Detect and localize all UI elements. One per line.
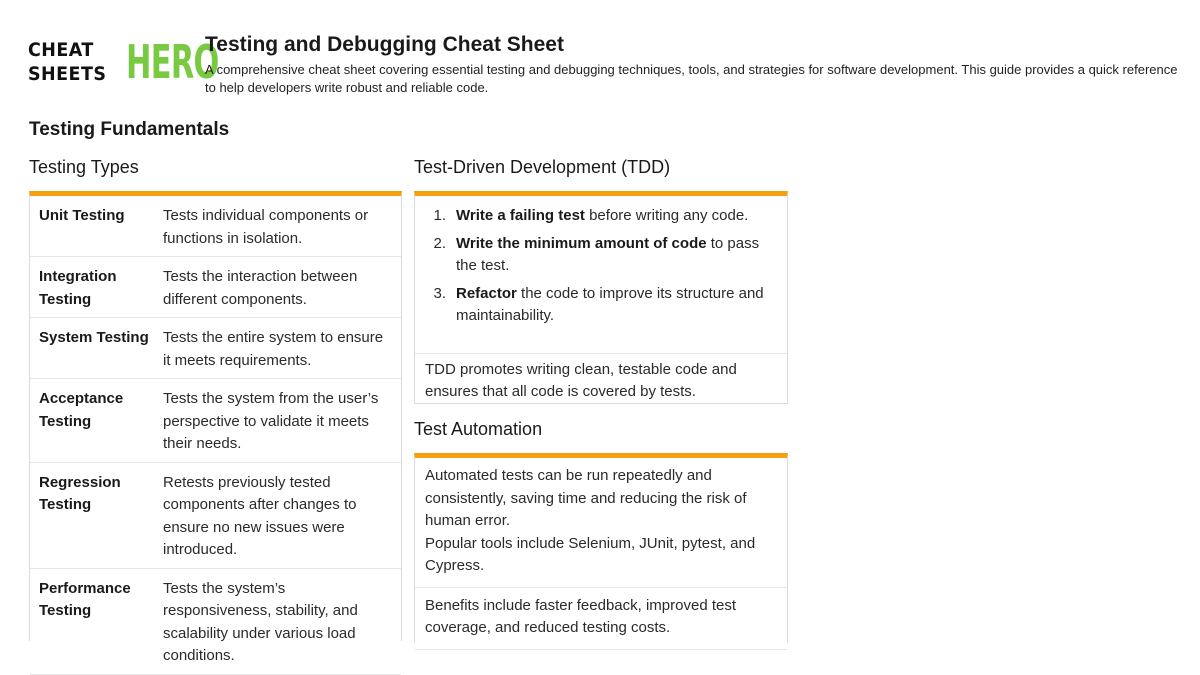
type-name: Regression Testing bbox=[39, 473, 121, 513]
step-rest: before writing any code. bbox=[584, 207, 749, 224]
tdd-steps-list bbox=[415, 196, 787, 354]
table-row bbox=[30, 569, 401, 675]
type-description: Tests individual components or functions in isolation. bbox=[163, 207, 369, 247]
list-item bbox=[425, 233, 777, 278]
testing-types-title: Testing Types bbox=[29, 157, 139, 177]
step-number: 1. bbox=[433, 207, 446, 224]
page-title: Testing and Debugging Cheat Sheet bbox=[205, 33, 564, 56]
table-row bbox=[30, 463, 401, 569]
automation-block bbox=[415, 458, 787, 588]
list-item bbox=[425, 205, 777, 228]
type-description: Tests the system’s responsiveness, stability, and scalability under various load conditions. bbox=[163, 579, 358, 664]
type-name: Unit Testing bbox=[39, 207, 125, 224]
list-item bbox=[425, 283, 777, 328]
table-row bbox=[30, 257, 401, 318]
automation-paragraph: Automated tests can be run repeatedly and consistently, saving time and reducing the risk of human error. bbox=[425, 467, 747, 529]
testing-types-card bbox=[29, 191, 402, 664]
step-bold: Write a failing test bbox=[456, 207, 585, 224]
step-rest: to pass the test. bbox=[456, 234, 760, 274]
automation-card bbox=[414, 453, 788, 643]
automation-title: Test Automation bbox=[414, 419, 543, 439]
step-text bbox=[456, 283, 777, 328]
type-name: System Testing bbox=[39, 329, 149, 346]
section-title: Testing Fundamentals bbox=[29, 119, 230, 140]
step-rest: the code to improve its structure and maintainability. bbox=[456, 284, 764, 324]
automation-tools: Popular tools include Selenium, JUnit, pytest, and Cypress. bbox=[425, 534, 756, 574]
tdd-card bbox=[414, 191, 788, 404]
table-row bbox=[30, 379, 401, 463]
step-text bbox=[456, 233, 777, 278]
table-row bbox=[30, 196, 401, 257]
type-name: Integration Testing bbox=[39, 268, 117, 308]
step-number: 3. bbox=[433, 284, 446, 302]
page-description: A comprehensive cheat sheet covering essential testing and debugging techniques, tools, and strategies for software development. This guide provides a quick reference to help developers write robust and reliable code. bbox=[205, 62, 1178, 95]
type-description: Tests the interaction between different components. bbox=[163, 268, 358, 308]
table-row bbox=[30, 318, 401, 379]
type-name: Acceptance Testing bbox=[39, 390, 124, 430]
type-description: Tests the entire system to ensure it meets requirements. bbox=[163, 329, 384, 369]
type-description: Tests the system from the user’s perspective to validate it meets their needs. bbox=[163, 390, 379, 452]
step-text bbox=[456, 205, 748, 228]
logo-sheets-text: SHEETS bbox=[28, 63, 107, 85]
step-bold: Refactor bbox=[456, 284, 517, 302]
step-bold: Write the minimum amount of code bbox=[456, 234, 707, 252]
type-name: Performance Testing bbox=[39, 579, 131, 619]
logo-hero-text: HERO bbox=[126, 35, 219, 89]
type-description: Retests previously tested components after changes to ensure no new issues were introduced. bbox=[163, 473, 357, 558]
site-logo[interactable] bbox=[28, 35, 219, 89]
tdd-title: Test-Driven Development (TDD) bbox=[414, 157, 671, 177]
step-number: 2. bbox=[433, 234, 446, 252]
tdd-note: TDD promotes writing clean, testable code and ensures that all code is covered by tests. bbox=[425, 360, 737, 400]
automation-benefits: Benefits include faster feedback, improved test coverage, and reduced testing costs. bbox=[415, 588, 787, 650]
logo-cheat-text: CHEAT bbox=[28, 39, 94, 61]
